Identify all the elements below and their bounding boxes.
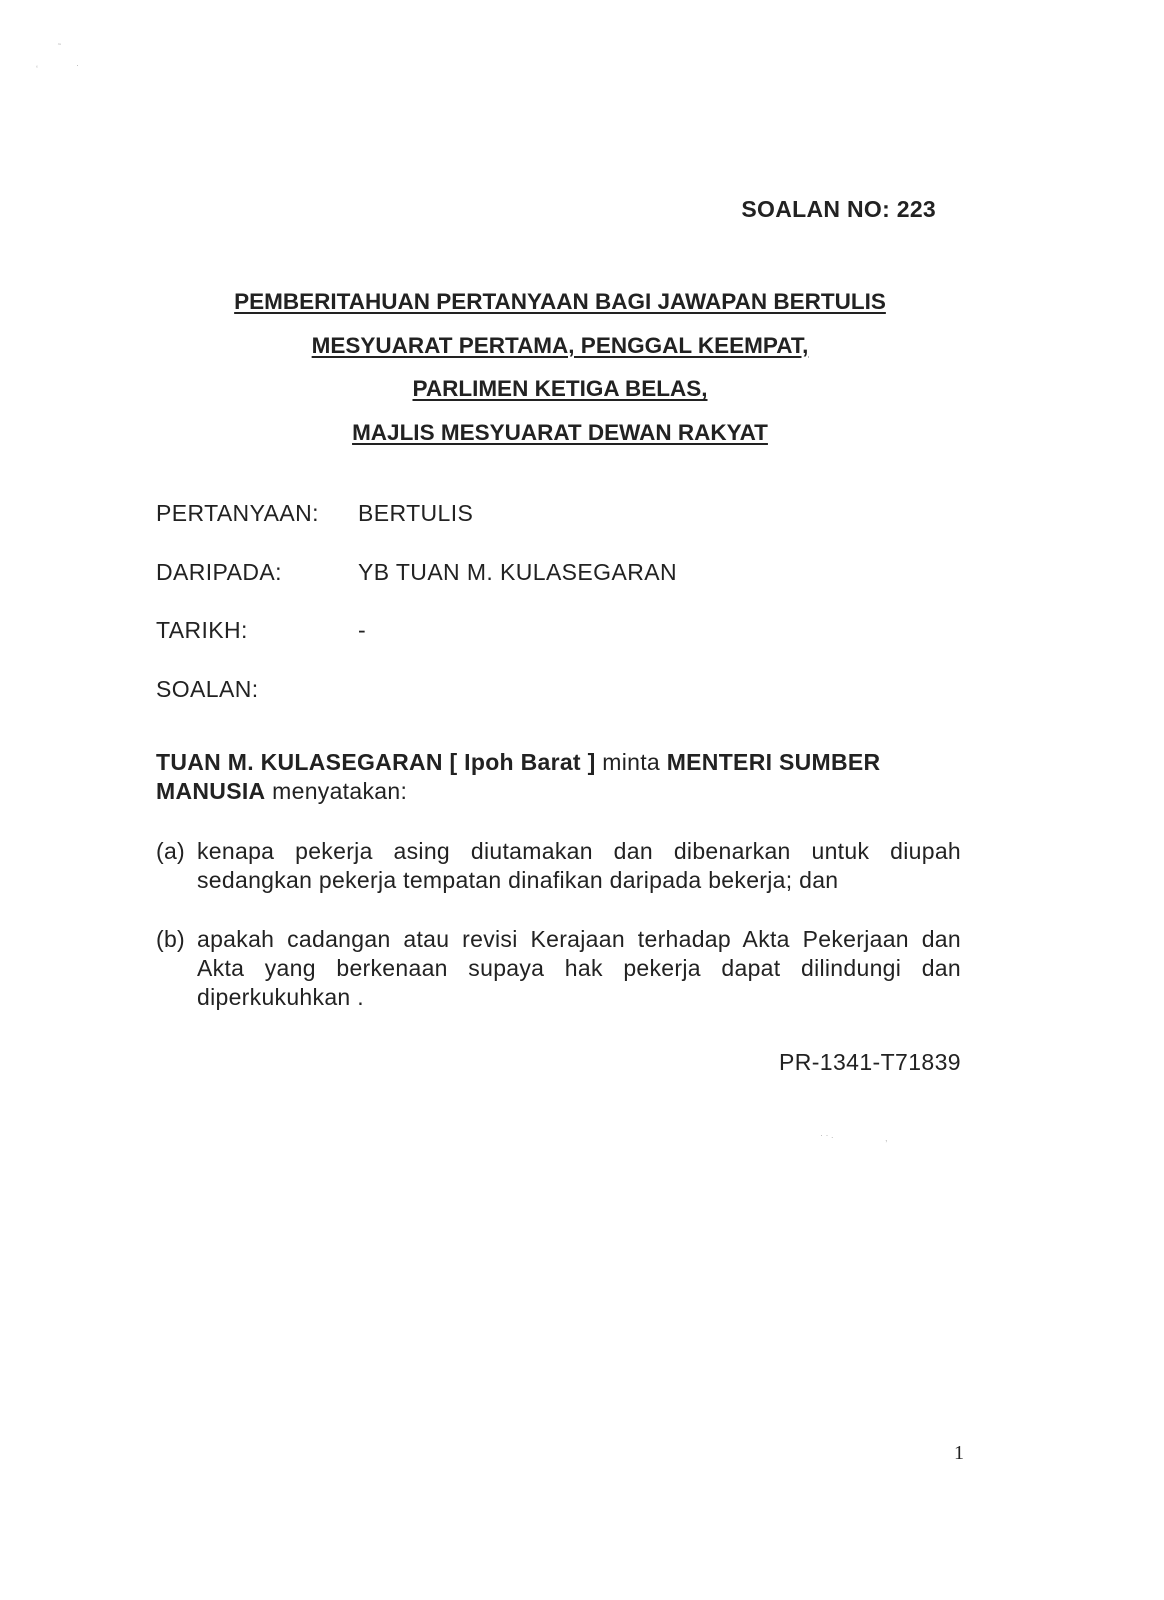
request-verb: minta	[602, 749, 660, 775]
item-marker: (b)	[156, 926, 186, 952]
field-tarikh	[156, 617, 366, 644]
minister-name: MENTERI SUMBER MANUSIA	[156, 749, 881, 804]
field-label: SOALAN:	[156, 676, 259, 702]
field-label: DARIPADA:	[156, 559, 282, 585]
field-value: YB TUAN M. KULASEGARAN	[358, 559, 677, 585]
scan-speck: ,	[885, 1133, 888, 1143]
question-item-a	[156, 837, 961, 895]
heading-line: PEMBERITAHUAN PERTANYAAN BAGI JAWAPAN BERTULIS	[234, 289, 886, 314]
scan-speck: ‘	[36, 64, 38, 74]
question-number: SOALAN NO: 223	[741, 196, 936, 222]
page-number: 1	[954, 1442, 964, 1464]
scan-speck: · · .	[820, 1130, 834, 1140]
item-text: kenapa pekerja asing diutamakan dan dibenarkan untuk diupah sedangkan pekerja tempatan dinafikan daripada bekerja; dan	[197, 838, 961, 893]
field-daripada	[156, 559, 677, 586]
question-item-b	[156, 925, 961, 1012]
field-label: PERTANYAAN:	[156, 500, 319, 526]
item-text: apakah cadangan atau revisi Kerajaan terhadap Akta Pekerjaan dan Akta yang berkenaan supaya hak pekerja dapat dilindungi dan diperkukuhkan .	[197, 926, 961, 1010]
scan-speck: ˜	[58, 42, 61, 52]
field-value: BERTULIS	[358, 500, 474, 526]
scan-speck: ·	[76, 60, 79, 70]
field-label: TARIKH:	[156, 617, 248, 643]
reference-code: PR-1341-T71839	[778, 1049, 961, 1075]
item-marker: (a)	[156, 838, 186, 864]
field-value: -	[358, 617, 367, 643]
question-intro	[156, 748, 961, 806]
field-pertanyaan	[156, 500, 473, 527]
field-soalan	[156, 676, 358, 703]
heading-line: MAJLIS MESYUARAT DEWAN RAKYAT	[352, 419, 768, 445]
constituency: [ Ipoh Barat ]	[449, 749, 596, 775]
heading-line: MESYUARAT PERTAMA, PENGGAL KEEMPAT,	[311, 332, 809, 358]
document-heading	[0, 280, 1120, 454]
member-name: TUAN M. KULASEGARAN	[156, 749, 443, 775]
heading-line: PARLIMEN KETIGA BELAS,	[412, 376, 708, 401]
request-closing: menyatakan:	[272, 778, 408, 804]
